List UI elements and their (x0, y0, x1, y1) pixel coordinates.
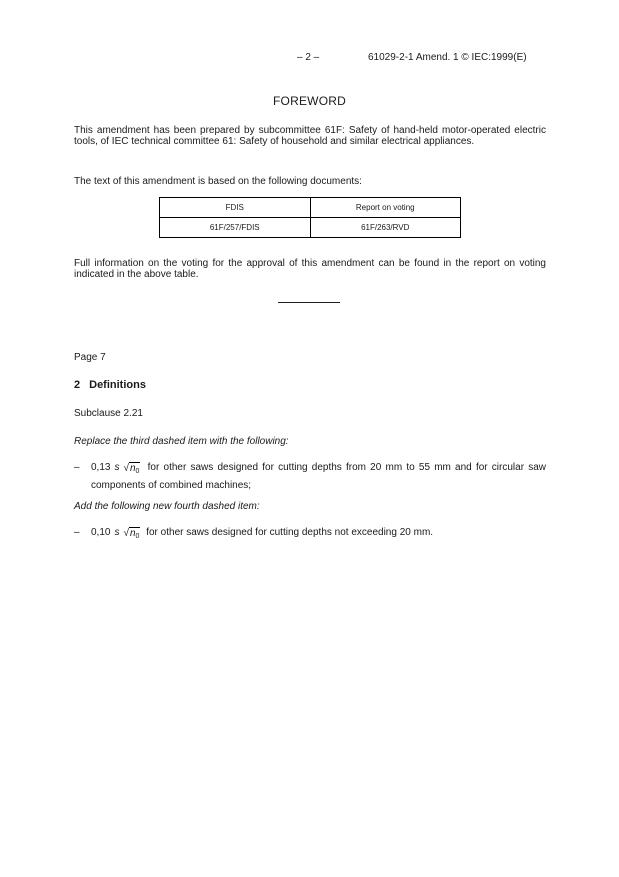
square-root-expression (123, 462, 140, 477)
item-symbol: s (114, 527, 120, 538)
table-header-row (160, 198, 461, 218)
voting-documents-table (159, 197, 461, 238)
item-dash: – (74, 462, 80, 473)
table-cell: 61F/257/FDIS (160, 218, 311, 238)
item-dash: – (74, 527, 80, 538)
table-header-cell: Report on voting (310, 198, 461, 218)
radicand: $n_0$ (129, 463, 140, 475)
clause-heading (74, 379, 146, 391)
item-text: for other saws designed for cutting depths not exceeding 20 mm. (146, 527, 434, 538)
clause-title: Definitions (89, 379, 146, 391)
instruction-replace: Replace the third dashed item with the following: (74, 436, 289, 447)
item-coefficient: 0,10 (91, 527, 111, 538)
foreword-paragraph-2: The text of this amendment is based on the following documents: (74, 176, 362, 187)
item-text: for other saws designed for cutting depths from 20 mm to 55 mm and for circular saw components of combined machines; (91, 462, 547, 491)
dashed-item (74, 459, 546, 494)
radicand-subscript: 0 (135, 468, 140, 475)
radicand-subscript: 0 (135, 533, 140, 540)
item-text-block (91, 459, 546, 494)
radical-sign: √ (123, 463, 129, 474)
foreword-paragraph-3: Full information on the voting for the approval of this amendment can be found in the report on voting indicated in the above table. (74, 258, 546, 280)
foreword-paragraph-1: This amendment has been prepared by subcommittee 61F: Safety of hand-held motor-operated electric tools, of IEC technical committee 61: Safety of household and similar electrical appliances. (74, 125, 546, 147)
table-cell: 61F/263/RVD (310, 218, 461, 238)
subclause-label: Subclause 2.21 (74, 408, 143, 419)
item-coefficient: 0,13 (91, 462, 111, 473)
item-text-block (91, 524, 546, 542)
page-number: – 2 – (297, 52, 320, 63)
document-reference: 61029-2-1 Amend. 1 © IEC:1999(E) (368, 52, 527, 63)
radicand: $n_0$ (129, 528, 140, 540)
foreword-title: FOREWORD (273, 94, 346, 108)
square-root-expression (123, 527, 140, 542)
instruction-add: Add the following new fourth dashed item: (74, 501, 260, 512)
item-symbol: s (114, 462, 120, 473)
table-header-cell: FDIS (160, 198, 311, 218)
table-row (160, 218, 461, 238)
dashed-item (74, 524, 546, 542)
clause-number: 2 (74, 379, 81, 391)
section-separator (278, 302, 340, 303)
radical-sign: √ (123, 528, 129, 539)
page-reference: Page 7 (74, 352, 106, 363)
